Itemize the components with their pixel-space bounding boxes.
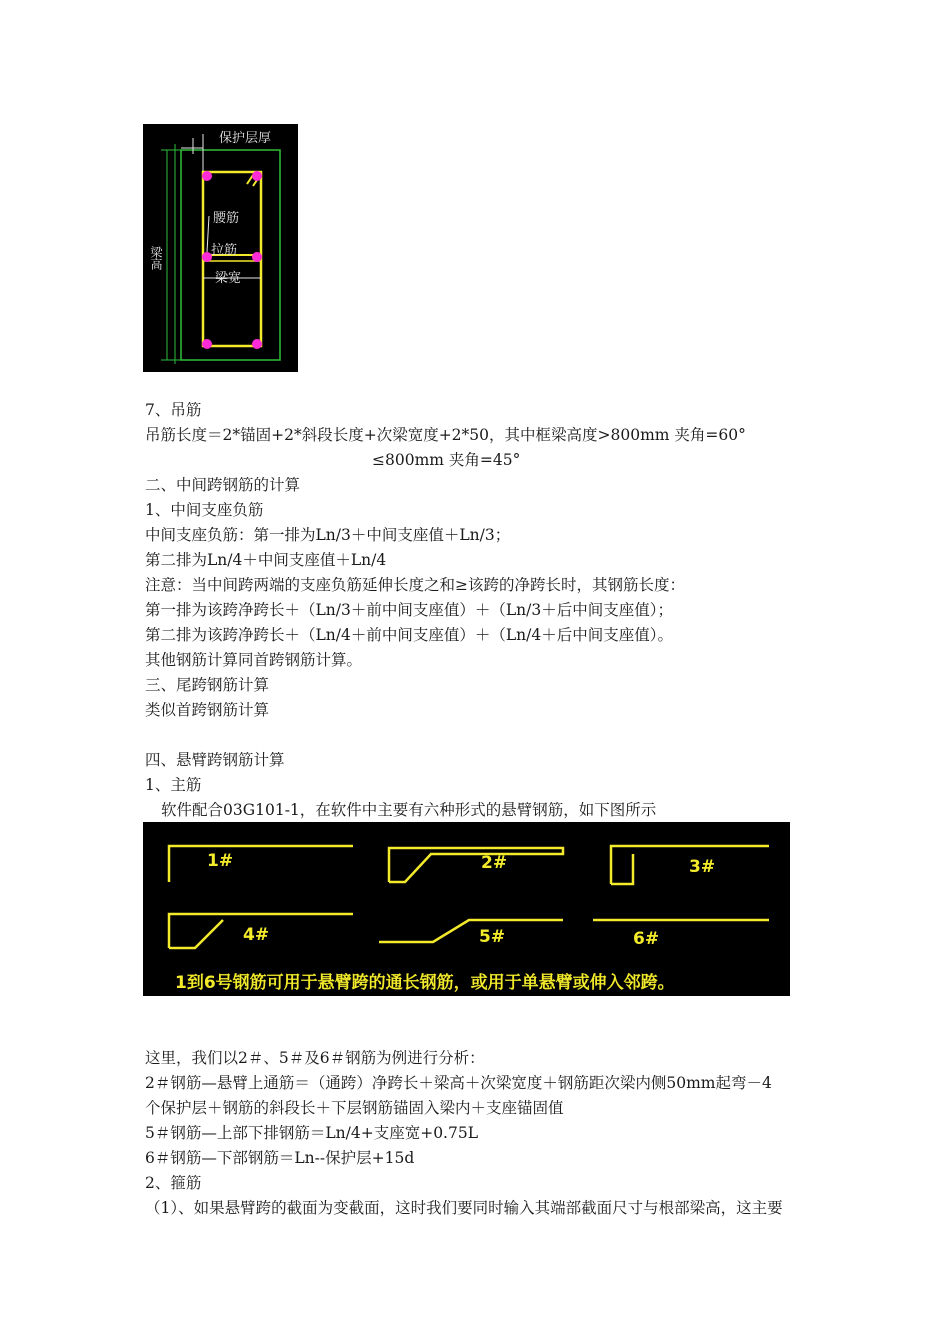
other-bars-note: 其他钢筋计算同首跨钢筋计算。	[145, 651, 363, 669]
section-end-span-heading: 三、尾跨钢筋计算	[145, 676, 270, 694]
bar-shape-1	[169, 846, 353, 882]
hanger-bar-formula: 吊筋长度＝2*锚固+2*斜段长度+次梁宽度+2*50，其中框梁高度>800mm 夹角=60°	[145, 426, 746, 444]
section-cantilever-heading: 四、悬臂跨钢筋计算	[145, 751, 285, 769]
bar-5-formula: 5＃钢筋—上部下排钢筋＝Ln/4+支座宽+0.75L	[145, 1124, 479, 1142]
rebar-waist-right	[252, 252, 262, 262]
rebar-bottom-left	[202, 339, 212, 349]
bar-label-4: 4#	[243, 925, 270, 945]
middle-support-second-row: 第二排为Ln/4＋中间支座值＋Ln/4	[145, 551, 387, 569]
cover-label: 保护层厚	[219, 131, 272, 146]
tie-bar-label: 拉筋	[211, 243, 238, 258]
cantilever-bars-figure	[143, 822, 790, 996]
bar-label-5: 5#	[479, 927, 506, 947]
section-middle-span-heading: 二、中间跨钢筋的计算	[145, 476, 301, 494]
beam-width-label: 梁宽	[215, 271, 242, 286]
cantilever-bars-drawing	[143, 822, 790, 996]
cantilever-caption: 1到6号钢筋可用于悬臂跨的通长钢筋，或用于单悬臂或伸入邻跨。	[175, 973, 675, 993]
section-hanger-bar-heading: 7、吊筋	[145, 401, 202, 419]
bar-2-formula: 2＃钢筋—悬臂上通筋＝（通跨）净跨长＋梁高＋次梁宽度＋钢筋距次梁内侧50mm起弯－4	[145, 1074, 772, 1092]
beam-section-figure	[143, 124, 298, 372]
beam-height-label: 梁高	[149, 246, 163, 270]
stirrup-heading: 2、箍筋	[145, 1174, 202, 1192]
waist-bar-label: 腰筋	[213, 211, 240, 226]
bar-2-formula-cont: 个保护层＋钢筋的斜段长＋下层钢筋锚固入梁内＋支座锚固值	[145, 1099, 564, 1117]
rebar-bottom-right	[252, 339, 262, 349]
cantilever-intro: 软件配合03G101-1，在软件中主要有六种形式的悬臂钢筋，如下图所示	[161, 801, 657, 819]
variable-section-paragraph: （1）、如果悬臂跨的截面为变截面，这时我们要同时输入其端部截面尺寸与根部梁高，这主要	[145, 1199, 783, 1217]
analysis-intro: 这里，我们以2＃、5＃及6＃钢筋为例进行分析：	[145, 1049, 485, 1067]
end-span-note: 类似首跨钢筋计算	[145, 701, 270, 719]
bar-shape-5	[379, 920, 563, 942]
bar-label-1: 1#	[207, 851, 234, 871]
main-bar-heading: 1、主筋	[145, 776, 202, 794]
stirrup	[203, 172, 261, 346]
bar-label-6: 6#	[633, 929, 660, 949]
rebar-top-right	[252, 171, 262, 181]
note-paragraph: 注意：当中间跨两端的支座负筋延伸长度之和≥该跨的净跨长时，其钢筋长度：	[145, 576, 685, 594]
bar-label-2: 2#	[481, 853, 508, 873]
rebar-top-left	[202, 171, 212, 181]
bar-label-3: 3#	[689, 857, 716, 877]
note-first-row: 第一排为该跨净跨长＋（Ln/3＋前中间支座值）＋（Ln/3＋后中间支座值）；	[145, 601, 673, 619]
bar-6-formula: 6＃钢筋—下部钢筋＝Ln--保护层+15d	[145, 1149, 415, 1167]
note-second-row: 第二排为该跨净跨长＋（Ln/4＋前中间支座值）＋（Ln/4＋后中间支座值）。	[145, 626, 673, 644]
beam-section-drawing	[143, 124, 298, 372]
hanger-bar-formula-cont: ≤800mm 夹角=45°	[372, 451, 521, 469]
middle-support-first-row: 中间支座负筋：第一排为Ln/3＋中间支座值＋Ln/3；	[145, 526, 511, 544]
bar-shape-2	[389, 848, 563, 882]
middle-support-heading: 1、中间支座负筋	[145, 501, 264, 519]
